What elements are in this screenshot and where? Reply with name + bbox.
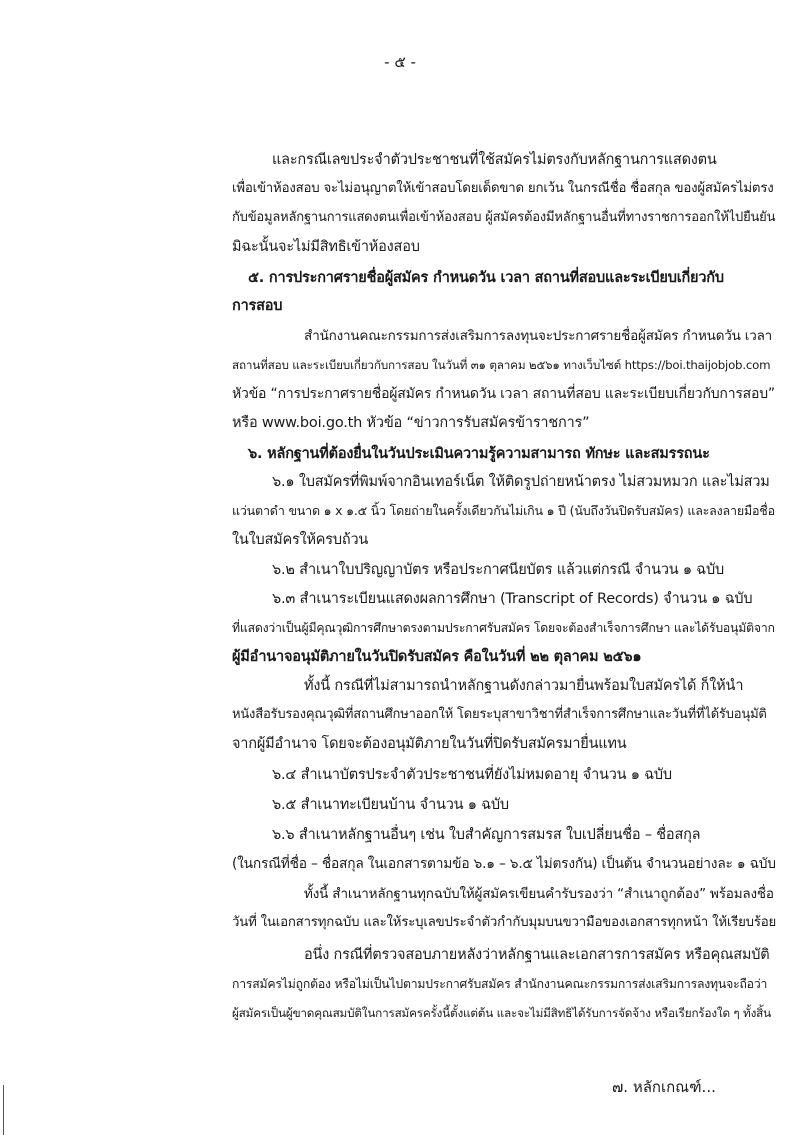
list-item: ๖.๔ สำเนาบัตรประจำตัวประชาชนที่ยังไม่หมดอายุ จำนวน ๑ ฉบับ	[272, 767, 672, 783]
list-item-cont: ที่แสดงว่าเป็นผู้มีคุณวุฒิการศึกษาตรงตามประกาศรับสมัคร โดยจะต้องสำเร็จการศึกษา และได้รับอนุมัติจาก	[232, 621, 775, 635]
list-item: ๖.๕ สำเนาทะเบียนบ้าน จำนวน ๑ ฉบับ	[272, 797, 509, 813]
page-number: - ๕ -	[384, 53, 416, 71]
section-5-heading: ๕. การประกาศรายชื่อผู้สมัคร กำหนดวัน เวลา สถานที่สอบและระเบียบเกี่ยวกับ	[248, 270, 724, 286]
paragraph-line: เพื่อเข้าห้องสอบ จะไม่อนุญาตให้เข้าสอบโดยเด็ดขาด ยกเว้น ในกรณีชื่อ ชื่อสกุล ของผู้สมัครไม่ตรง	[232, 181, 774, 196]
list-item-cont: แว่นตาดำ ขนาด ๑ x ๑.๕ นิ้ว โดยถ่ายในครั้งเดียวกันไม่เกิน ๑ ปี (นับถึงวันปิดรับสมัคร) และลงลายมือชื่อ	[232, 503, 775, 518]
paragraph-line: ทั้งนี้ กรณีที่ไม่สามารถนำหลักฐานดังกล่าวมายื่นพร้อมใบสมัครได้ ก็ให้นำ	[304, 678, 744, 694]
paragraph-line: หรือ www.boi.go.th หัวข้อ “ข่าวการรับสมัครข้าราชการ”	[232, 415, 590, 431]
list-item: ๖.๖ สำเนาหลักฐานอื่นๆ เช่น ใบสำคัญการสมรส ใบเปลี่ยนชื่อ – ชื่อสกุล	[272, 827, 701, 843]
paragraph-line: ทั้งนี้ สำเนาหลักฐานทุกฉบับให้ผู้สมัครเขียนคำรับรองว่า “สำเนาถูกต้อง” พร้อมลงชื่อ	[304, 886, 774, 902]
paragraph-line: การสมัครไม่ถูกต้อง หรือไม่เป็นไปตามประกาศรับสมัคร สำนักงานคณะกรรมการส่งเสริมการลงทุนจะถือว่า	[232, 977, 768, 991]
list-item: ๖.๒ สำเนาใบปริญญาบัตร หรือประกาศนียบัตร แล้วแต่กรณี จำนวน ๑ ฉบับ	[272, 562, 724, 578]
continuation-footer: ๗. หลักเกณฑ์...	[612, 1078, 716, 1096]
list-item: ๖.๑ ใบสมัครที่พิมพ์จากอินเทอร์เน็ต ให้ติดรูปถ่ายหน้าตรง ไม่สวมหมวก และไม่สวม	[272, 474, 770, 490]
list-item-cont: ในใบสมัครให้ครบถ้วน	[232, 532, 369, 548]
paragraph-line: สำนักงานคณะกรรมการส่งเสริมการลงทุนจะประกาศรายชื่อผู้สมัคร กำหนดวัน เวลา	[304, 328, 773, 344]
paragraph-line: หัวข้อ “การประกาศรายชื่อผู้สมัคร กำหนดวัน เวลา สถานที่สอบ และระเบียบเกี่ยวกับการสอบ”	[232, 386, 775, 402]
paragraph-line: อนึ่ง กรณีที่ตรวจสอบภายหลังว่าหลักฐานและเอกสารการสมัคร หรือคุณสมบัติ	[304, 947, 770, 963]
section-5-heading-cont: การสอบ	[232, 298, 283, 314]
list-item-cont: ผู้มีอำนาจอนุมัติภายในวันปิดรับสมัคร คือในวันที่ ๒๒ ตุลาคม ๒๕๖๑	[232, 649, 642, 665]
paragraph-line: กับข้อมูลหลักฐานการแสดงตนเพื่อเข้าห้องสอบ ผู้สมัครต้องมีหลักฐานอื่นที่ทางราชการออกให้ไปยืนยัน	[232, 210, 776, 225]
paragraph-line: วันที่ ในเอกสารทุกฉบับ และให้ระบุเลขประจำตัวกำกับมุมบนขวามือของเอกสารทุกหน้า ให้เรียบร้อย	[232, 915, 777, 930]
paragraph-line: สถานที่สอบ และระเบียบเกี่ยวกับการสอบ ในวันที่ ๓๑ ตุลาคม ๒๕๖๑ ทางเว็บไซต์ https://boi.thaijobjob.com	[232, 358, 771, 372]
paragraph-line: หนังสือรับรองคุณวุฒิที่สถานศึกษาออกให้ โดยระบุสาขาวิชาที่สำเร็จการศึกษาและวันที่ที่ได้รับอนุมัติ	[232, 707, 767, 722]
scan-edge-mark	[3, 1085, 4, 1135]
paragraph-line: และกรณีเลขประจำตัวประชาชนที่ใช้สมัครไม่ตรงกับหลักฐานการแสดงตน	[272, 152, 717, 168]
section-6-heading: ๖. หลักฐานที่ต้องยื่นในวันประเมินความรู้ความสามารถ ทักษะ และสมรรถนะ	[248, 446, 710, 462]
list-item: ๖.๓ สำเนาระเบียนแสดงผลการศึกษา (Transcript of Records) จำนวน ๑ ฉบับ	[272, 591, 753, 607]
paragraph-line: มิฉะนั้นจะไม่มีสิทธิเข้าห้องสอบ	[232, 239, 420, 255]
paragraph-line: จากผู้มีอำนาจ โดยจะต้องอนุมัติภายในวันที่ปิดรับสมัครมายื่นแทน	[232, 736, 627, 752]
list-item-cont: (ในกรณีที่ชื่อ – ชื่อสกุล ในเอกสารตามข้อ ๖.๑ – ๖.๕ ไม่ตรงกัน) เป็นต้น จำนวนอย่างละ ๑ ฉบับ	[232, 856, 776, 872]
paragraph-line: ผู้สมัครเป็นผู้ขาดคุณสมบัติในการสมัครครั้งนี้ตั้งแต่ต้น และจะไม่มีสิทธิได้รับการจัดจ้าง หรือเรียกร้องใด ๆ ทั้งสิ้น	[232, 1006, 771, 1020]
